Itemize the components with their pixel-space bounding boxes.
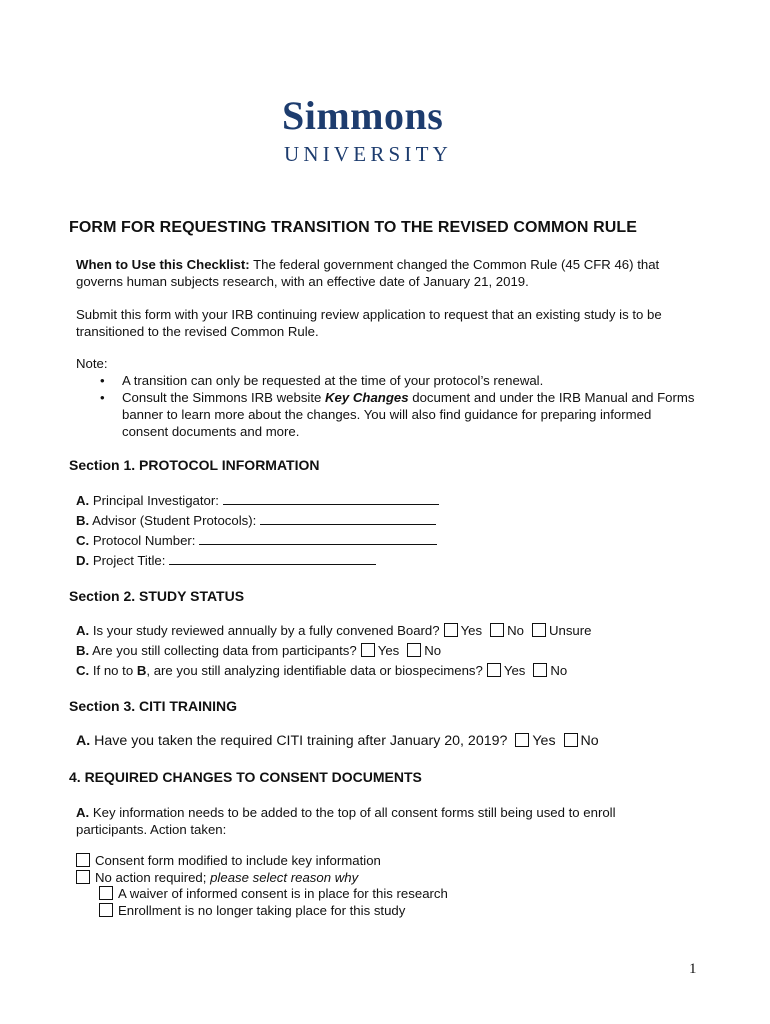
intro-when <box>76 256 696 290</box>
sub-option-enrollment-ended <box>95 902 405 919</box>
option-label: No <box>580 733 599 749</box>
protocol-number-input-line[interactable] <box>199 532 437 545</box>
option-label: Yes <box>532 733 556 749</box>
section1-heading <box>69 457 319 473</box>
page-number: 1 <box>689 961 697 977</box>
field-letter: C. <box>76 533 90 548</box>
option-label: No action required; <box>95 870 211 885</box>
question-2a <box>76 622 591 639</box>
note-bullet-2 <box>76 389 696 440</box>
field-label: Project Title: <box>89 553 166 568</box>
intro-submit: Submit this form with your IRB continuing review application to request that an existing study is to be transitioned to the revised Common Rule. <box>76 307 662 339</box>
checkbox-2a-unsure[interactable] <box>532 623 546 637</box>
q-text: Key information needs to be added to the top of all consent forms still being used to enroll participants. Action taken: <box>76 805 616 837</box>
question-2c <box>76 662 567 679</box>
section1-prefix: Section 1. <box>69 457 140 473</box>
option-4a-modified <box>72 852 381 869</box>
note-list <box>76 372 696 440</box>
project-title-input-line[interactable] <box>169 552 376 565</box>
question-3a <box>76 733 599 749</box>
option-label-italic: please select reason why <box>210 870 359 885</box>
logo-subtitle: UNIVERSITY <box>284 142 452 166</box>
option-label: No <box>424 643 442 658</box>
note-bullet-1: • A transition can only be requested at the time of your protocol’s renewal. <box>76 372 696 389</box>
checkbox-no-action[interactable] <box>76 870 90 884</box>
section3-heading <box>69 698 237 714</box>
option-label: Yes <box>377 643 400 658</box>
q-text: Is your study reviewed annually by a fully convened Board? <box>89 623 440 638</box>
field-label: Protocol Number: <box>89 533 196 548</box>
q-text-a: If no to <box>89 663 137 678</box>
checkbox-3a-yes[interactable] <box>515 733 529 747</box>
field-letter: A. <box>76 493 90 508</box>
section2-heading <box>69 588 244 604</box>
option-label: Yes <box>460 623 483 638</box>
section2-prefix: Section 2. <box>69 588 140 604</box>
intro-note <box>76 355 696 440</box>
q-text: Have you taken the required CITI training after January 20, 2019? <box>90 733 508 749</box>
section3-title: CITI TRAINING <box>139 698 238 714</box>
checkbox-2c-yes[interactable] <box>487 663 501 677</box>
option-label: Consent form modified to include key information <box>95 853 381 868</box>
option-label: Yes <box>503 663 526 678</box>
pi-input-line[interactable] <box>223 492 439 505</box>
checkbox-enrollment-ended[interactable] <box>99 903 113 917</box>
q-letter: C. <box>76 663 90 678</box>
note-label: Note: <box>76 356 108 371</box>
option-label: Enrollment is no longer taking place for this study <box>118 903 406 918</box>
bullet2-a: Consult the Simmons IRB website <box>122 390 326 405</box>
option-label: No <box>507 623 524 638</box>
checkbox-consent-modified[interactable] <box>76 853 90 867</box>
when-label: When to Use this Checklist: <box>76 257 250 272</box>
q-letter: A. <box>76 623 90 638</box>
question-2b <box>76 642 441 659</box>
q-text: Are you still collecting data from participants? <box>89 643 357 658</box>
field-label: Principal Investigator: <box>89 493 219 508</box>
bullet2-c: document and under the IRB Manual and Forms banner to learn more about the changes. You will also find guidance for preparing informed consent documents and more. <box>122 390 695 439</box>
question-4a <box>76 804 676 838</box>
checkbox-waiver[interactable] <box>99 886 113 900</box>
field-label: Advisor (Student Protocols): <box>89 513 257 528</box>
field-protocol-number <box>76 532 437 549</box>
field-letter: D. <box>76 553 90 568</box>
option-label: A waiver of informed consent is in place for this research <box>118 886 448 901</box>
sub-option-waiver <box>95 885 448 902</box>
checkbox-2b-no[interactable] <box>407 643 421 657</box>
section1-title: PROTOCOL INFORMATION <box>139 457 320 473</box>
logo-wordmark: Simmons <box>282 93 444 138</box>
checkbox-2a-yes[interactable] <box>444 623 458 637</box>
option-label: Unsure <box>548 623 592 638</box>
option-label: No <box>550 663 568 678</box>
section2-title: STUDY STATUS <box>139 588 245 604</box>
q-letter: B. <box>76 643 90 658</box>
q-text-c: , are you still analyzing identifiable data or biospecimens? <box>146 663 483 678</box>
when-text: The federal government changed the Common Rule (45 CFR 46) that governs human subjects research, with an effective date of January 21, 2019. <box>76 257 660 289</box>
section3-prefix: Section 3. <box>69 698 140 714</box>
advisor-input-line[interactable] <box>260 512 436 525</box>
field-advisor <box>76 512 436 529</box>
checkbox-2c-no[interactable] <box>533 663 547 677</box>
field-project-title <box>76 552 376 569</box>
option-4a-no-action <box>72 869 358 886</box>
checkbox-2a-no[interactable] <box>490 623 504 637</box>
checkbox-3a-no[interactable] <box>564 733 578 747</box>
section4-heading: 4. REQUIRED CHANGES TO CONSENT DOCUMENTS <box>69 769 422 785</box>
checkbox-2b-yes[interactable] <box>361 643 375 657</box>
key-changes-link[interactable]: Key Changes <box>325 390 409 405</box>
form-title: FORM FOR REQUESTING TRANSITION TO THE REVISED COMMON RULE <box>69 219 638 236</box>
field-letter: B. <box>76 513 90 528</box>
q-text-b: B <box>136 663 147 678</box>
q-letter: A. <box>76 805 90 820</box>
field-pi <box>76 492 439 509</box>
q-letter: A. <box>76 733 91 749</box>
